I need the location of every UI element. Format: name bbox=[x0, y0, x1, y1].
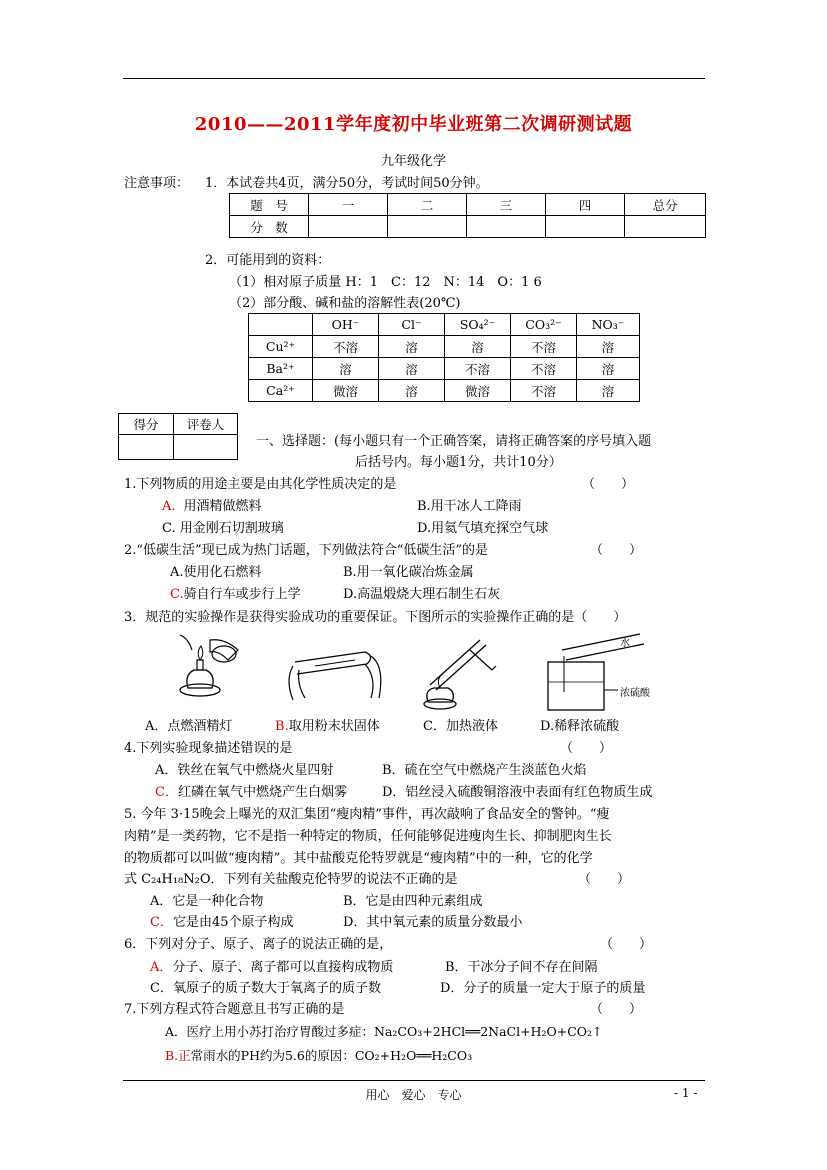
figure-heating-liquid bbox=[420, 630, 500, 712]
page-title: 2010——2011学年度初中毕业班第二次调研测试题 bbox=[194, 114, 633, 135]
sol-cell: 溶 bbox=[445, 336, 511, 358]
q1-stem: 1.下列物质的用途主要是由其化学性质决定的是 bbox=[124, 477, 397, 492]
q5-option-b: B．它是由四种元素组成 bbox=[343, 894, 483, 909]
q5-line2: 肉精”是一类药物，它不是指一种特定的物质，任何能够促进瘦肉生长、抑制肥肉生长 bbox=[124, 829, 612, 844]
notes-item2a: （1）相对原子质量 H：1 C：12 N：14 O：1 6 bbox=[229, 275, 542, 290]
sol-ion: Ca²⁺ bbox=[249, 380, 313, 402]
q2-option-c: 骑自行车或步行上学 bbox=[183, 587, 301, 602]
q7-stem: 7.下列方程式符合题意且书写正确的是 bbox=[124, 1002, 345, 1017]
q2-answer-paren[interactable]: （ ） bbox=[590, 543, 643, 558]
q4-option-c: 红磷在氧气中燃烧产生白烟雾 bbox=[177, 785, 347, 800]
score-header-cell: 四 bbox=[546, 194, 625, 216]
q5-option-c: 它是由45个原子构成 bbox=[172, 915, 294, 930]
q6-answer-paren[interactable]: （ ） bbox=[600, 937, 653, 952]
q2-option-b: B.用一氧化碳冶炼金属 bbox=[343, 565, 474, 580]
score-header-cell: 总分 bbox=[625, 194, 706, 216]
q6-option-a: 分子、原子、离子都可以直接构成物质 bbox=[172, 960, 394, 975]
q2-stem: 2.“低碳生活”现已成为热门话题，下列做法符合“低碳生活”的是 bbox=[124, 543, 488, 558]
q1-option-b: B.用干冰人工降雨 bbox=[417, 499, 522, 514]
score-cell[interactable] bbox=[388, 216, 467, 238]
sol-ion: Cu²⁺ bbox=[249, 336, 313, 358]
sol-cell: 溶 bbox=[379, 336, 445, 358]
q4-option-c-letter: C． bbox=[155, 785, 178, 800]
grader-name-label: 评卷人 bbox=[174, 414, 238, 435]
q1-option-a-letter: A. bbox=[162, 499, 176, 514]
sol-header: NO₃⁻ bbox=[577, 314, 640, 336]
q5-line1: 5. 今年 3·15晚会上曝光的双汇集团“瘦肉精”事件，再次敲响了食品安全的警钟。“瘦 bbox=[124, 807, 610, 822]
sol-header: SO₄²⁻ bbox=[445, 314, 511, 336]
q1-answer-paren[interactable]: （ ） bbox=[582, 477, 635, 492]
q3-stem: 3．规范的实验操作是获得实验成功的重要保证。下图所示的实验操作正确的是（ ） bbox=[124, 610, 627, 625]
header-rule bbox=[123, 78, 705, 79]
q5-line4: 式 C₂₄H₁₈N₂O．下列有关盐酸克伦特罗的说法不正确的是 bbox=[124, 872, 458, 887]
sol-cell: 溶 bbox=[379, 358, 445, 380]
sol-cell: 不溶 bbox=[445, 358, 511, 380]
q5-option-a: A．它是一种化合物 bbox=[150, 894, 264, 909]
q1-option-a: 用酒精做燃料 bbox=[183, 499, 262, 514]
q2-option-c-letter: C. bbox=[170, 587, 184, 602]
score-cell[interactable] bbox=[467, 216, 546, 238]
score-header-cell: 一 bbox=[309, 194, 388, 216]
q6-option-d: D．分子的质量一定大于原子的质量 bbox=[440, 981, 646, 996]
q3-option-d: D.稀释浓硫酸 bbox=[540, 719, 620, 734]
figure-label-water: 水 bbox=[620, 638, 630, 649]
notes-item2: 2．可能用到的资料： bbox=[205, 253, 331, 268]
score-header-cell: 二 bbox=[388, 194, 467, 216]
q1-option-d: D.用氦气填充探空气球 bbox=[417, 521, 549, 536]
page-subtitle: 九年级化学 bbox=[380, 154, 446, 169]
grader-table bbox=[118, 413, 238, 460]
sol-cell: 微溶 bbox=[313, 380, 379, 402]
q7-option-b-letter: B.正 bbox=[165, 1048, 191, 1063]
q5-line3: 的物质都可以叫做“瘦肉精”。其中盐酸克伦特罗就是“瘦肉精”中的一种，它的化学 bbox=[124, 851, 593, 866]
q7-option-b: 常雨水的PH约为5.6的原因：CO₂+H₂O══H₂CO₃ bbox=[190, 1048, 473, 1063]
q3-option-b: 取用粉末状固体 bbox=[288, 719, 380, 734]
sol-ion: Ba²⁺ bbox=[249, 358, 313, 380]
figure-label-acid: 浓硫酸 bbox=[620, 688, 650, 699]
q3-option-b-letter: B. bbox=[275, 719, 289, 734]
q4-option-d: D．铝丝浸入硫酸铜溶液中表面有红色物质生成 bbox=[382, 785, 653, 800]
grader-name-cell[interactable] bbox=[174, 435, 238, 460]
q5-option-c-letter: C． bbox=[150, 915, 173, 930]
score-cell[interactable] bbox=[309, 216, 388, 238]
sol-cell: 不溶 bbox=[313, 336, 379, 358]
sol-header bbox=[249, 314, 313, 336]
figure-dilute-acid bbox=[540, 632, 680, 714]
score-cell[interactable] bbox=[625, 216, 706, 238]
notes-item1: 1．本试卷共4页，满分50分，考试时间50分钟。 bbox=[205, 176, 489, 191]
sol-cell: 溶 bbox=[313, 358, 379, 380]
sol-cell: 溶 bbox=[379, 380, 445, 402]
q7-answer-paren[interactable]: （ ） bbox=[590, 1002, 643, 1017]
q3-option-a: A．点燃酒精灯 bbox=[145, 719, 233, 734]
sol-header: OH⁻ bbox=[313, 314, 379, 336]
sol-cell: 不溶 bbox=[511, 380, 577, 402]
sol-cell: 溶 bbox=[577, 380, 640, 402]
figure-lighting-lamp bbox=[170, 630, 245, 710]
q4-option-b: B．硫在空气中燃烧产生淡蓝色火焰 bbox=[382, 763, 587, 778]
footer-rule bbox=[123, 1080, 705, 1081]
q6-option-c: C．氧原子的质子数大于氧离子的质子数 bbox=[150, 981, 381, 996]
grader-score-label: 得分 bbox=[119, 414, 174, 435]
sol-cell: 溶 bbox=[577, 358, 640, 380]
solubility-table bbox=[248, 313, 640, 402]
section-instructions-line1: 一、选择题：(每小题只有一个正确答案，请将正确答案的序号填入题 bbox=[256, 434, 652, 449]
q4-option-a: A．铁丝在氧气中燃烧火星四射 bbox=[155, 763, 334, 778]
q1-option-c: C. 用金刚石切割玻璃 bbox=[162, 521, 284, 536]
q5-option-d: D．其中氧元素的质量分数最小 bbox=[343, 915, 523, 930]
score-header-cell: 三 bbox=[467, 194, 546, 216]
q6-option-a-letter: A． bbox=[150, 960, 173, 975]
sol-cell: 不溶 bbox=[511, 336, 577, 358]
score-cell[interactable] bbox=[546, 216, 625, 238]
figure-powder-solid bbox=[285, 640, 395, 705]
sol-cell: 微溶 bbox=[445, 380, 511, 402]
q4-stem: 4.下列实验现象描述错误的是 bbox=[124, 741, 293, 756]
q3-option-c: C．加热液体 bbox=[423, 719, 498, 734]
q2-option-d: D.高温煅烧大理石制生石灰 bbox=[343, 587, 501, 602]
page-number: - 1 - bbox=[674, 1086, 698, 1100]
q5-answer-paren[interactable]: （ ） bbox=[578, 872, 631, 887]
score-table bbox=[229, 193, 706, 238]
notes-label: 注意事项： bbox=[124, 176, 190, 191]
sol-cell: 溶 bbox=[577, 336, 640, 358]
q6-option-b: B．干冰分子间不存在间隔 bbox=[445, 960, 598, 975]
grader-score-cell[interactable] bbox=[119, 435, 174, 460]
q4-answer-paren[interactable]: （ ） bbox=[560, 741, 613, 756]
sol-cell: 不溶 bbox=[511, 358, 577, 380]
section-instructions-line2: 后括号内。每小题1分，共计10分） bbox=[355, 455, 562, 470]
notes-item2b: （2）部分酸、碱和盐的溶解性表(20℃) bbox=[229, 296, 461, 311]
q6-stem: 6．下列对分子、原子、离子的说法正确的是， bbox=[124, 937, 393, 952]
sol-header: CO₃²⁻ bbox=[511, 314, 577, 336]
q7-option-a: A．医疗上用小苏打治疗胃酸过多症：Na₂CO₃+2HCl══2NaCl+H₂O+CO₂↑ bbox=[165, 1024, 603, 1039]
q2-option-a: A.使用化石燃料 bbox=[170, 565, 262, 580]
footer-motto: 用心 爱心 专心 bbox=[365, 1088, 462, 1102]
score-label-cell: 分 数 bbox=[230, 216, 309, 238]
score-header-cell: 题 号 bbox=[230, 194, 309, 216]
sol-header: Cl⁻ bbox=[379, 314, 445, 336]
